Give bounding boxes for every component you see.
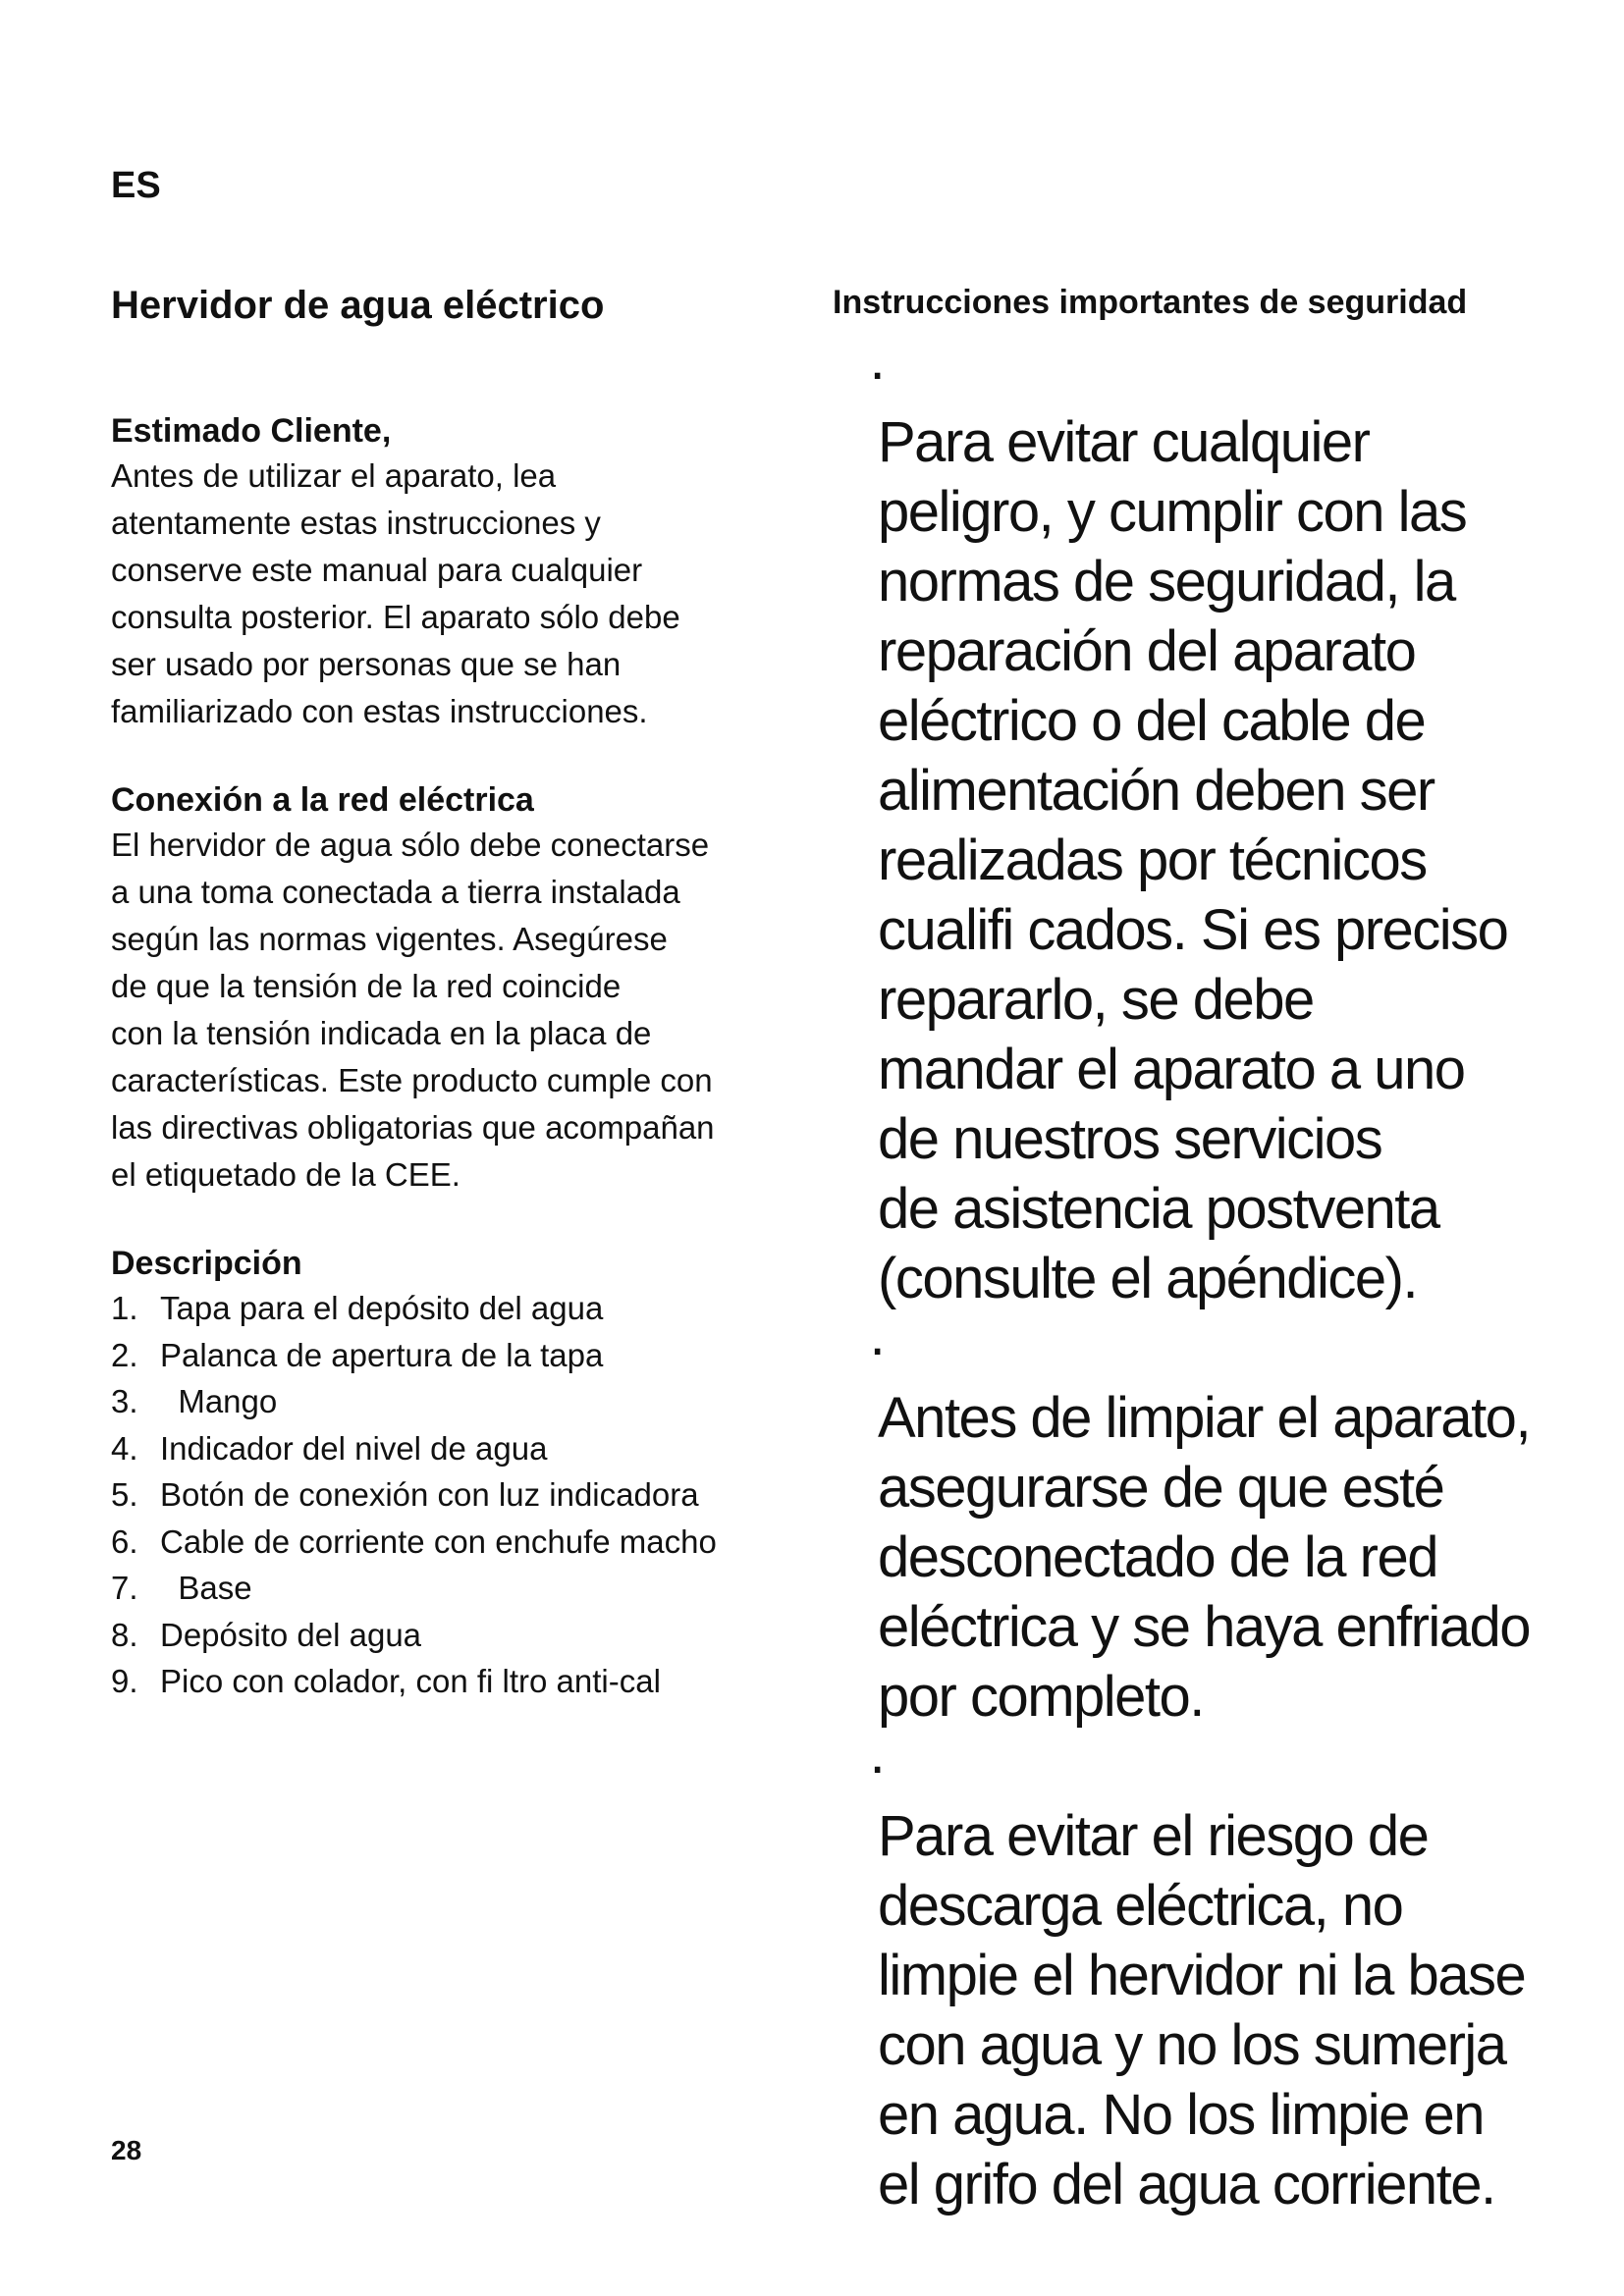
safety-item-text: Para evitar cualquier peligro, y cumplir con las normas de seguridad, la reparación del aparato eléctrico o del cable de alimentación deben ser realizadas por técnicos cualifi cados. Si es preciso repararlo, se debe mandar el aparato a uno de nuestros servicios de asistencia postventa (consulte el apéndice). (878, 410, 1508, 1310)
list-item-text: Depósito del agua (160, 1616, 422, 1653)
list-item-number: 9. (111, 1663, 138, 1699)
bullet-icon: · (868, 1316, 886, 1380)
list-item (111, 1471, 779, 1519)
list-item (111, 1565, 779, 1612)
description-section (111, 1242, 779, 1705)
list-item-number: 6. (111, 1522, 138, 1560)
safety-heading: Instrucciones importantes de seguridad (833, 284, 1468, 321)
greeting-text: Antes de utilizar el aparato, lea atentamente estas instrucciones y conserve este manual para cualquier consulta posterior. El aparato sólo debe ser usado por personas que se han familiarizado con estas instrucciones. (111, 457, 680, 729)
description-heading: Descripción (111, 1245, 302, 1282)
safety-list (833, 338, 1598, 2219)
list-item-number: 3. (111, 1383, 138, 1419)
list-item-text: Tapa para el depósito del agua (160, 1290, 604, 1326)
list-item-text: Mango (160, 1383, 278, 1419)
safety-item (833, 1313, 1598, 1732)
list-item (111, 1519, 779, 1566)
greeting-heading: Estimado Cliente, (111, 412, 392, 450)
connection-heading: Conexión a la red eléctrica (111, 781, 534, 819)
list-item (111, 1425, 779, 1472)
list-item-number: 5. (111, 1476, 138, 1513)
left-column (111, 280, 779, 1705)
list-item-number: 8. (111, 1616, 138, 1653)
list-item (111, 1612, 779, 1659)
list-item-text: Indicador del nivel de agua (160, 1429, 548, 1467)
list-item-number: 2. (111, 1336, 138, 1373)
bullet-icon: · (868, 1735, 886, 1798)
safety-item (833, 338, 1598, 1313)
language-code: ES (111, 165, 161, 206)
right-column (833, 281, 1598, 2219)
page-number: 28 (111, 2135, 142, 2165)
safety-item (833, 1732, 1598, 2219)
list-item (111, 1658, 779, 1705)
description-list (111, 1285, 779, 1705)
list-item-text: Botón de conexión con luz indicadora (160, 1476, 699, 1513)
bullet-icon: · (868, 341, 886, 404)
list-item-text: Cable de corriente con enchufe macho (160, 1522, 717, 1560)
safety-item-text: Para evitar el riesgo de descarga eléctrica, no limpie el hervidor ni la base con agua y no los sumerja en agua. No los limpie en el grifo del agua corriente. (878, 1804, 1526, 2216)
list-item (111, 1285, 779, 1332)
list-item-text: Pico con colador, con fi ltro anti-cal (160, 1663, 661, 1699)
safety-item-text: Antes de limpiar el aparato, asegurarse de que esté desconectado de la red eléctrica y se haya enfriado por completo. (878, 1386, 1531, 1729)
connection-text: El hervidor de agua sólo debe conectarse a una toma conectada a tierra instalada según las normas vigentes. Asegúrese de que la tensión de la red coincide con la tensión indicada en la placa de características. Este producto cumple con las directivas obligatorias que acompañan el etiquetado de la CEE. (111, 827, 715, 1193)
list-item (111, 1332, 779, 1379)
list-item (111, 1378, 779, 1425)
list-item-text: Palanca de apertura de la tapa (160, 1336, 604, 1373)
list-item-number: 1. (111, 1290, 138, 1326)
list-item-number: 7. (111, 1570, 138, 1606)
list-item-number: 4. (111, 1429, 138, 1467)
document-title: Hervidor de agua eléctrico (111, 284, 605, 327)
greeting-section (111, 409, 779, 735)
list-item-text: Base (160, 1570, 252, 1606)
connection-section (111, 778, 779, 1199)
